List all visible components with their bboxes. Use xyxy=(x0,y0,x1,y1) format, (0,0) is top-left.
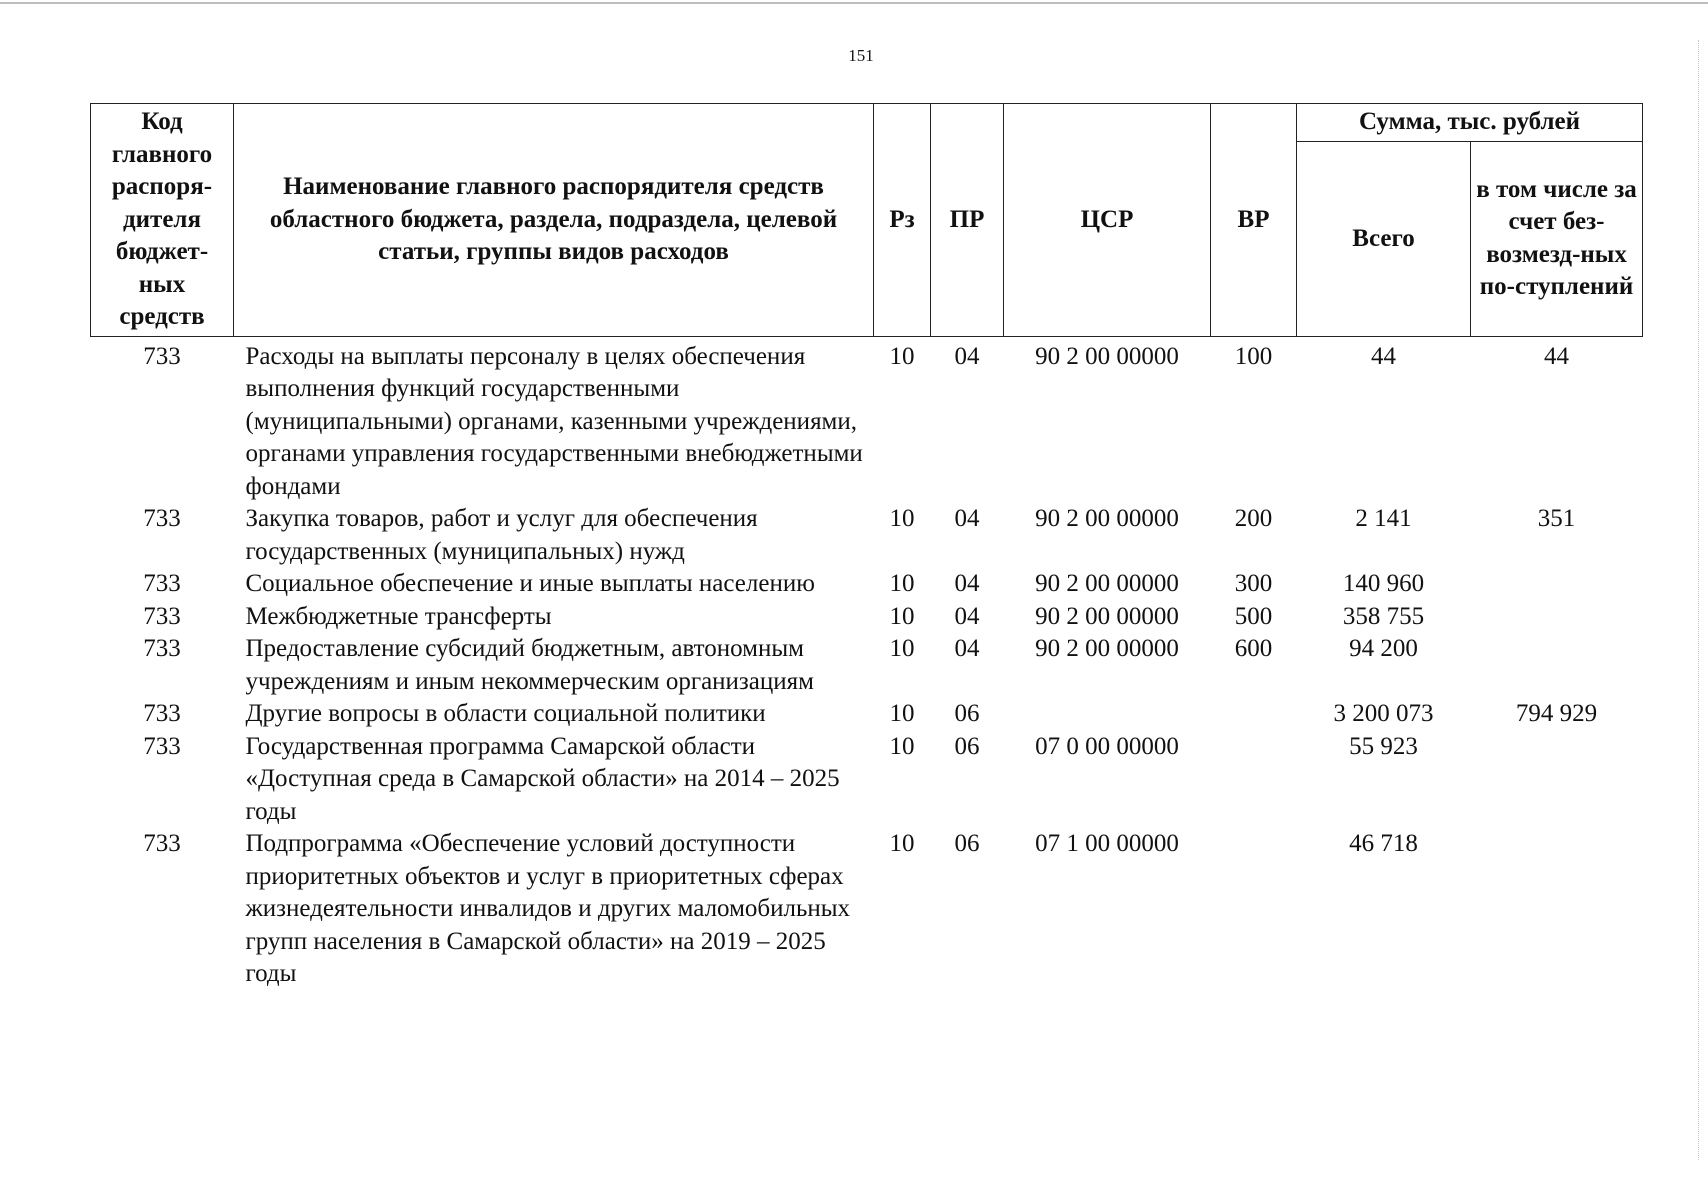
cell-code: 733 xyxy=(143,505,181,532)
cell-grant xyxy=(1471,568,1643,601)
cell-total: 3 200 073 xyxy=(1333,700,1434,727)
cell-total: 44 xyxy=(1371,342,1396,370)
header-vr: ВР xyxy=(1211,104,1297,337)
cell-pr: 04 xyxy=(954,505,980,532)
table-row xyxy=(91,633,1643,698)
cell-total: 46 718 xyxy=(1349,830,1418,857)
cell-total: 2 141 xyxy=(1355,505,1412,532)
table-body xyxy=(91,336,1643,991)
cell-code: 733 xyxy=(143,700,181,727)
cell-name: Государственная программа Самарской области «Доступная среда в Самарской области» на 2014 – 2025 годы xyxy=(245,732,840,825)
cell-pr: 06 xyxy=(954,700,980,727)
header-name: Наименование главного распорядителя средств областного бюджета, раздела, подраздела, целевой статьи, группы видов расходов xyxy=(234,104,874,337)
budget-table xyxy=(90,103,1643,991)
cell-rz: 10 xyxy=(889,830,915,857)
table-row xyxy=(91,731,1643,829)
cell-vr: 500 xyxy=(1234,602,1273,630)
cell-name: Межбюджетные трансферты xyxy=(245,602,552,630)
cell-grant xyxy=(1471,601,1643,634)
table-row xyxy=(91,601,1643,634)
header-pr: ПР xyxy=(931,104,1004,337)
table-row xyxy=(91,828,1643,991)
cell-name: Подпрограмма «Обеспечение условий доступности приоритетных объектов и услуг в приоритетных сферах жизнедеятельности инвалидов и других маломобильных групп населения в Самарской области» на 2019 – 2025 годы xyxy=(245,830,851,987)
cell-rz: 10 xyxy=(889,732,915,760)
cell-rz: 10 xyxy=(889,570,915,597)
header-csr: ЦСР xyxy=(1004,104,1211,337)
cell-vr: 200 xyxy=(1234,505,1273,532)
cell-vr: 100 xyxy=(1234,342,1273,370)
cell-pr: 04 xyxy=(954,602,980,630)
cell-total: 55 923 xyxy=(1349,732,1418,760)
cell-grant xyxy=(1471,731,1643,829)
cell-name: Закупка товаров, работ и услуг для обеспечения государственных (муниципальных) нужд xyxy=(245,505,758,565)
cell-code: 733 xyxy=(143,570,181,597)
table-row xyxy=(91,336,1643,503)
page-number: 151 xyxy=(848,46,874,65)
cell-rz: 10 xyxy=(889,505,915,532)
cell-pr: 06 xyxy=(954,732,980,760)
cell-code: 733 xyxy=(143,342,181,370)
header-sum: Сумма, тыс. рублей xyxy=(1297,104,1643,142)
scan-border-top xyxy=(0,2,1708,4)
cell-code: 733 xyxy=(143,830,181,857)
header-grant: в том числе за счет без-возмезд-ных по-ступлений xyxy=(1471,142,1643,337)
cell-grant xyxy=(1471,828,1643,991)
cell-vr xyxy=(1211,731,1297,829)
cell-name: Расходы на выплаты персоналу в целях обеспечения выполнения функций государственными (муниципальными) органами, казенными учреждениями, органами управления государственными внебюджетными фондами xyxy=(245,342,863,500)
cell-name: Другие вопросы в области социальной политики xyxy=(245,700,766,727)
cell-grant xyxy=(1471,633,1643,698)
cell-csr: 90 2 00 00000 xyxy=(1035,602,1179,630)
cell-pr: 04 xyxy=(954,342,980,370)
cell-grant: 44 xyxy=(1544,342,1569,370)
table-row xyxy=(91,503,1643,568)
cell-pr: 04 xyxy=(954,570,980,597)
header-rz: Рз xyxy=(874,104,931,337)
cell-csr: 07 1 00 00000 xyxy=(1035,830,1179,857)
header-total: Всего xyxy=(1297,142,1471,337)
cell-grant: 351 xyxy=(1537,505,1576,532)
cell-csr: 07 0 00 00000 xyxy=(1035,732,1179,760)
cell-csr: 90 2 00 00000 xyxy=(1035,342,1179,370)
cell-csr xyxy=(1004,698,1211,731)
cell-csr: 90 2 00 00000 xyxy=(1035,505,1179,532)
cell-vr: 300 xyxy=(1234,570,1273,597)
cell-name: Предоставление субсидий бюджетным, автономным учреждениям и иным некоммерческим организациям xyxy=(245,635,814,695)
table-header xyxy=(91,104,1643,337)
cell-grant: 794 929 xyxy=(1515,700,1598,727)
header-code: Код главного распоря-дителя бюджет-ных средств xyxy=(91,104,234,337)
cell-rz: 10 xyxy=(889,342,915,370)
cell-rz: 10 xyxy=(889,635,915,662)
cell-rz: 10 xyxy=(889,602,915,630)
table-row xyxy=(91,568,1643,601)
cell-total: 140 960 xyxy=(1342,570,1425,597)
table-row xyxy=(91,698,1643,731)
cell-total: 94 200 xyxy=(1349,635,1418,662)
cell-code: 733 xyxy=(143,635,181,662)
cell-vr xyxy=(1211,698,1297,731)
cell-name: Социальное обеспечение и иные выплаты населению xyxy=(245,570,815,597)
cell-code: 733 xyxy=(143,732,181,760)
scan-border-right xyxy=(1698,40,1700,1160)
cell-csr: 90 2 00 00000 xyxy=(1035,570,1179,597)
cell-csr: 90 2 00 00000 xyxy=(1035,635,1179,662)
cell-total: 358 755 xyxy=(1342,602,1425,630)
cell-vr: 600 xyxy=(1234,635,1273,662)
cell-pr: 06 xyxy=(954,830,980,857)
cell-vr xyxy=(1211,828,1297,991)
cell-rz: 10 xyxy=(889,700,915,727)
cell-code: 733 xyxy=(143,602,181,630)
cell-pr: 04 xyxy=(954,635,980,662)
